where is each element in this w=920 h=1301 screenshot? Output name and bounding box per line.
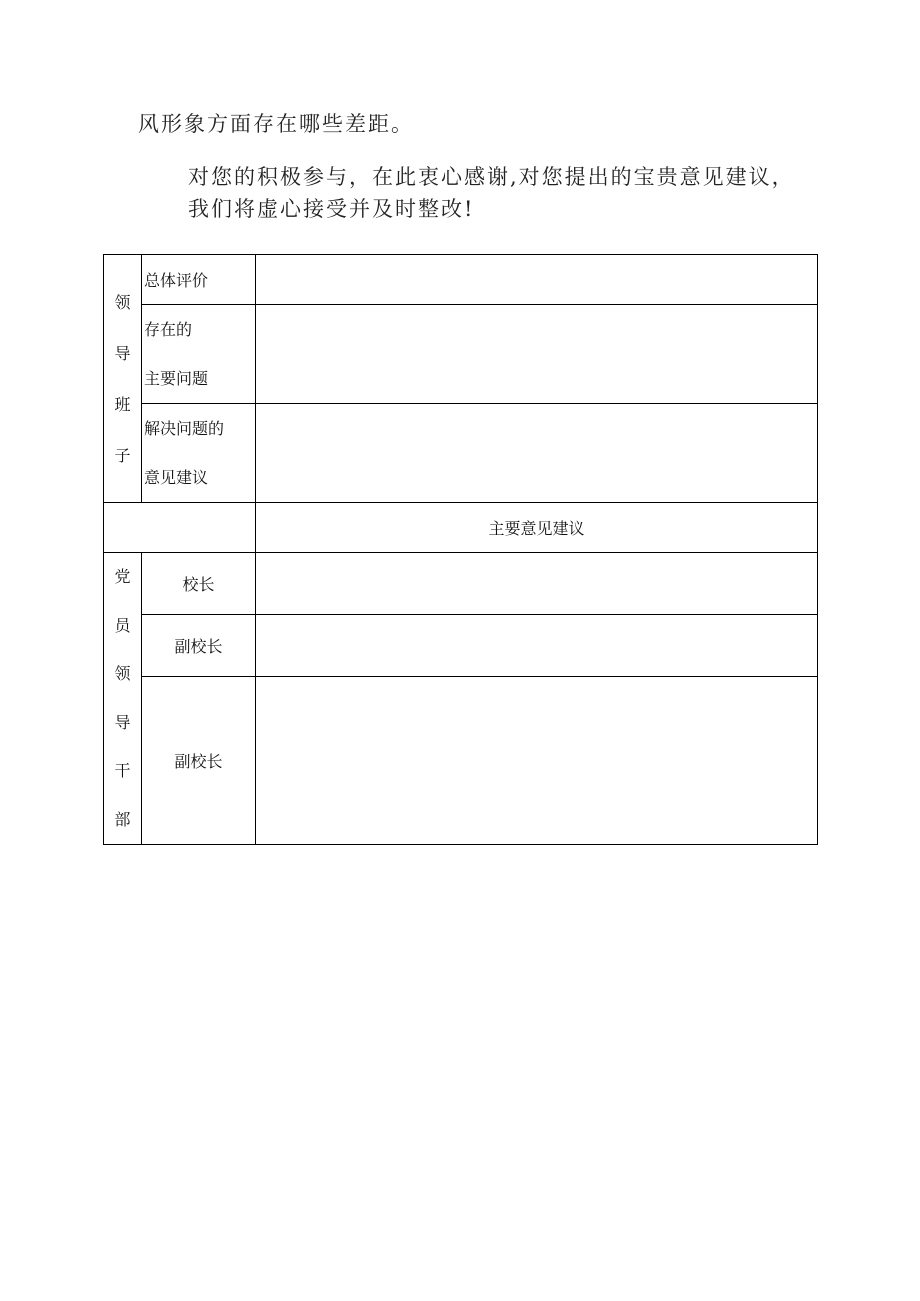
table-row-main-problems bbox=[104, 305, 818, 404]
group-label-char: 导 bbox=[114, 343, 131, 363]
row-label-line: 意见建议 bbox=[144, 468, 209, 487]
table-row-principal bbox=[104, 553, 818, 615]
feedback-form-table bbox=[103, 254, 818, 845]
group-label-char: 领 bbox=[114, 664, 131, 683]
group-label-party-leaders bbox=[104, 553, 142, 845]
table-header-row bbox=[104, 503, 818, 553]
group-label-char: 子 bbox=[114, 445, 131, 465]
table-row-overall-evaluation bbox=[104, 255, 818, 305]
header-main-suggestions: 主要意见建议 bbox=[256, 503, 818, 553]
table-row-solution-suggestions bbox=[104, 404, 818, 503]
header-empty-cell bbox=[104, 503, 256, 553]
row-label-principal: 校长 bbox=[142, 553, 256, 615]
row-label-line: 主要问题 bbox=[144, 369, 209, 388]
overall-evaluation-field[interactable] bbox=[256, 255, 818, 305]
row-label-solution-suggestions bbox=[142, 404, 256, 503]
group-label-leadership bbox=[104, 255, 142, 503]
group-label-char: 班 bbox=[114, 394, 131, 414]
intro-line-1: 风形象方面存在哪些差距。 bbox=[138, 112, 414, 136]
group-label-char: 领 bbox=[114, 292, 131, 312]
row-label-line: 存在的 bbox=[144, 320, 193, 339]
table-row-vice-principal-2 bbox=[104, 677, 818, 845]
intro-line-2: 对您的积极参与，在此衷心感谢,对您提出的宝贵意见建议， bbox=[188, 165, 795, 189]
row-label-line: 解决问题的 bbox=[144, 419, 225, 438]
group-label-char: 导 bbox=[114, 712, 131, 732]
group-label-char: 员 bbox=[114, 615, 131, 635]
principal-suggestion-field[interactable] bbox=[256, 553, 818, 615]
row-label-vice-principal: 副校长 bbox=[142, 677, 256, 845]
row-label-main-problems bbox=[142, 305, 256, 404]
group-label-char: 干 bbox=[114, 761, 131, 780]
group-label-char: 党 bbox=[114, 567, 131, 586]
vice-principal-1-suggestion-field[interactable] bbox=[256, 615, 818, 677]
group-label-char: 部 bbox=[114, 809, 131, 829]
solution-suggestions-field[interactable] bbox=[256, 404, 818, 503]
vice-principal-2-suggestion-field[interactable] bbox=[256, 677, 818, 845]
row-label-vice-principal: 副校长 bbox=[142, 615, 256, 677]
main-problems-field[interactable] bbox=[256, 305, 818, 404]
row-label-overall-evaluation: 总体评价 bbox=[142, 255, 256, 305]
table-row-vice-principal-1 bbox=[104, 615, 818, 677]
intro-line-3: 我们将虚心接受并及时整改! bbox=[188, 197, 475, 221]
